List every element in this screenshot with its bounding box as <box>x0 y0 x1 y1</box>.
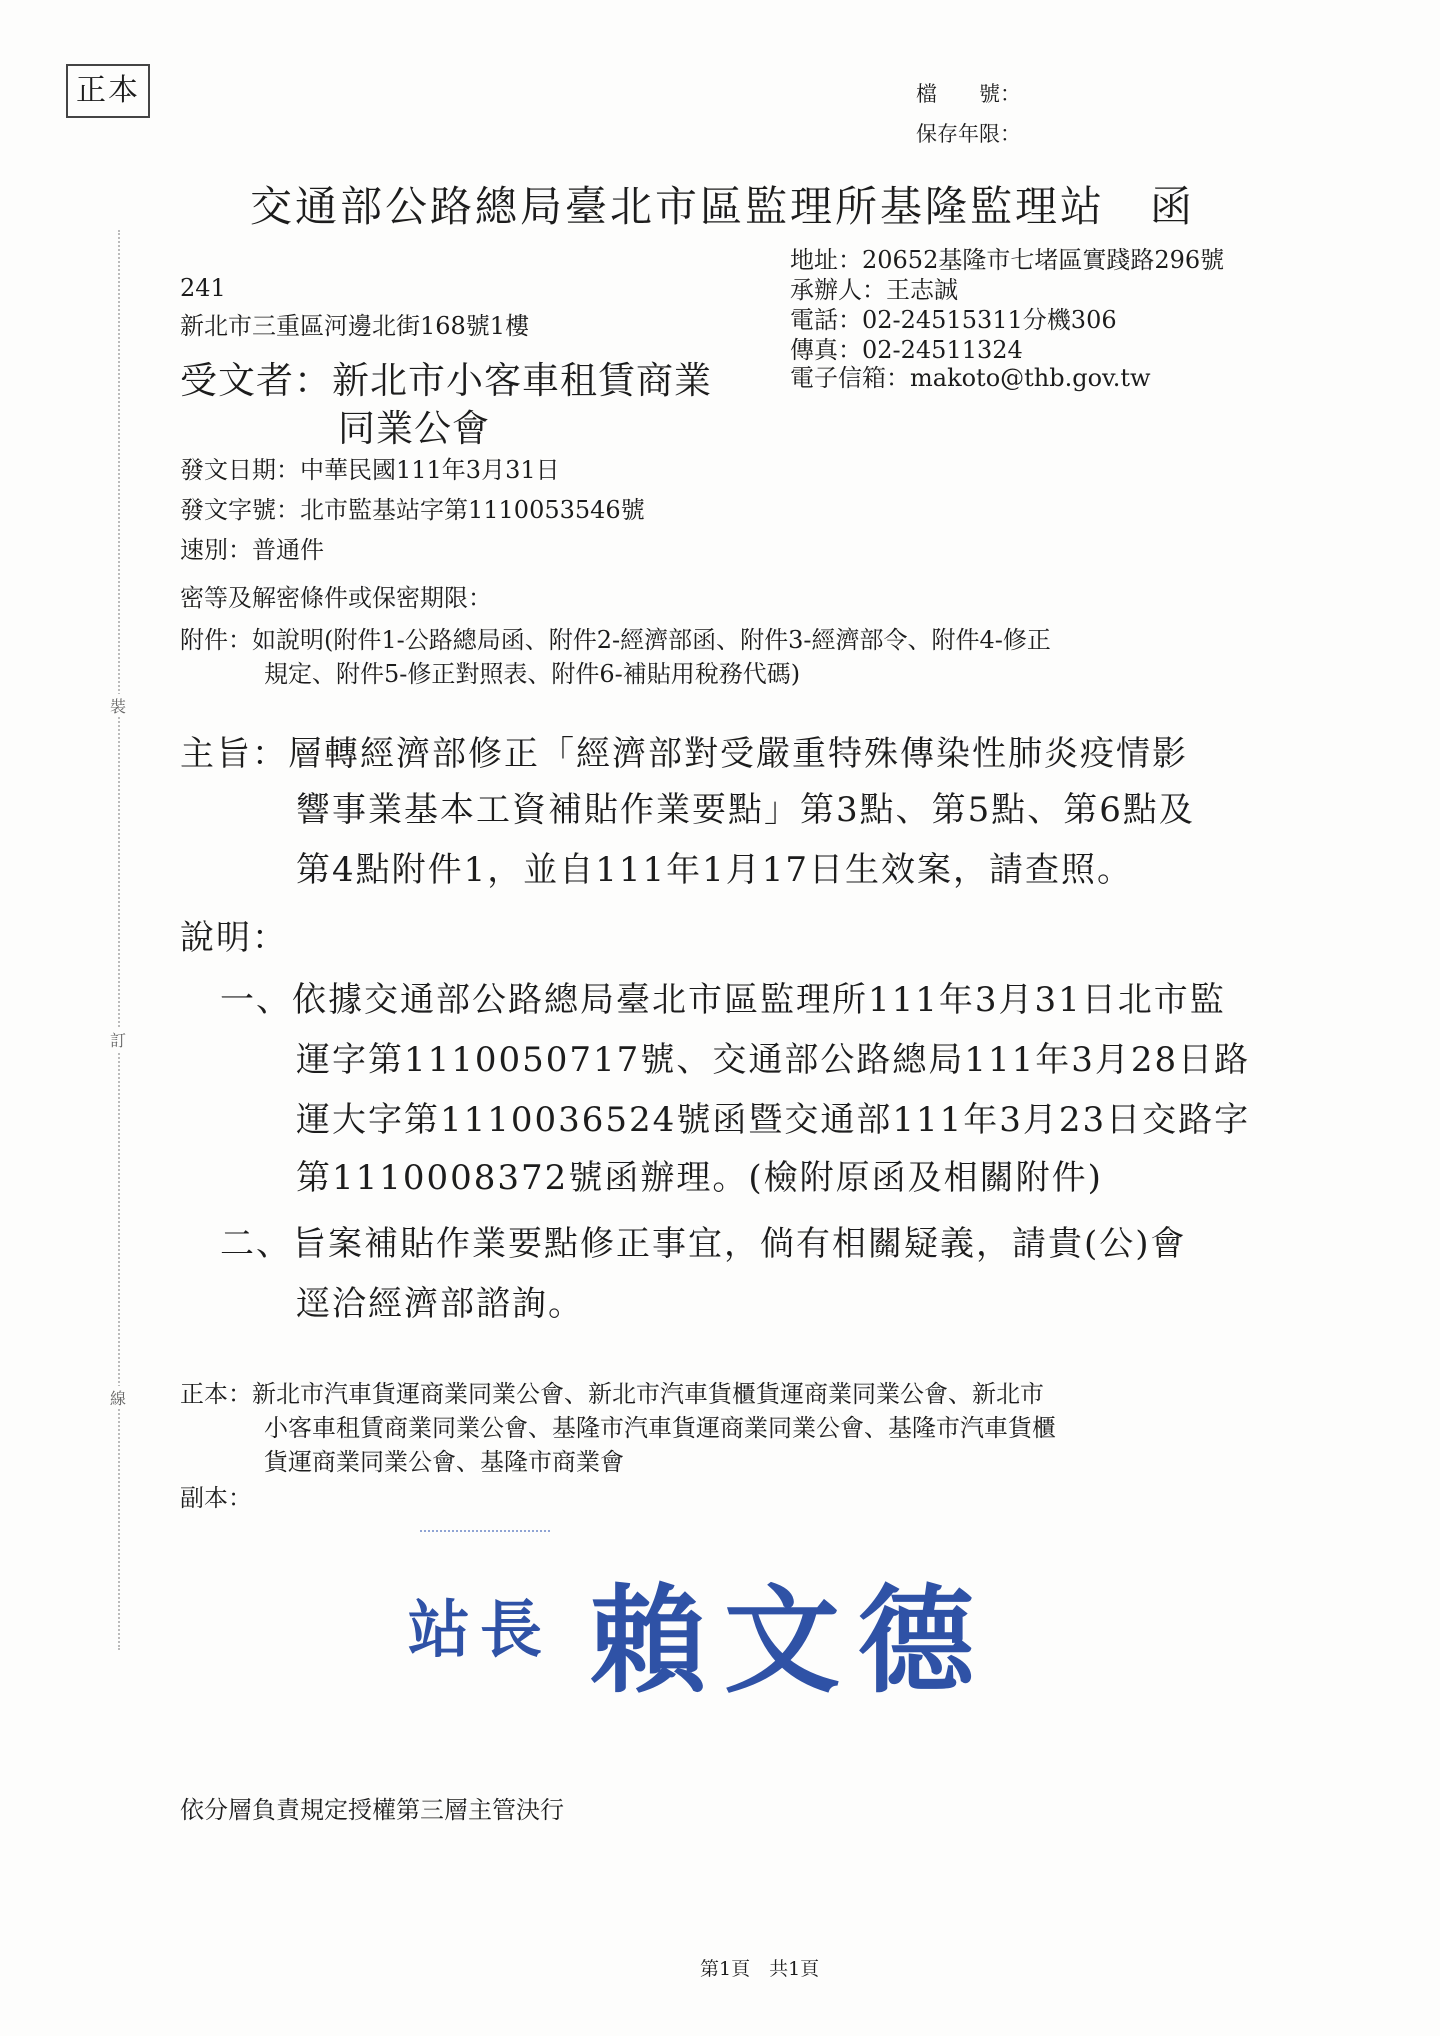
duplicate-recipients: 副本： <box>180 1484 252 1512</box>
binding-line <box>118 230 120 1650</box>
recipient-postal-code: 241 <box>180 274 226 302</box>
explanation-item1-line4: 第1110008372號函辦理。(檢附原函及相關附件) <box>296 1158 1103 1198</box>
document-title: 交通部公路總局臺北市區監理所基隆監理站 函 <box>250 182 1196 231</box>
explanation-item1-line1: 一、依據交通部公路總局臺北市區監理所111年3月31日北市監 <box>220 980 1226 1020</box>
attachments-line1: 附件：如說明(附件1-公路總局函、附件2-經濟部函、附件3-經濟部令、附件4-修正 <box>180 626 1051 654</box>
explanation-item2-line2: 逕洽經濟部諮詢。 <box>296 1284 584 1324</box>
issue-date: 發文日期：中華民國111年3月31日 <box>180 456 560 484</box>
document-number: 發文字號：北市監基站字第1110053546號 <box>180 496 645 524</box>
original-recipients-line3: 貨運商業同業公會、基隆市商業會 <box>264 1448 624 1476</box>
secrecy-conditions: 密等及解密條件或保密期限： <box>180 584 492 612</box>
signature-name: 賴文德 <box>590 1573 992 1709</box>
recipient-name-line1: 受文者：新北市小客車租賃商業 <box>180 359 712 402</box>
file-number-label: 檔 號： <box>916 82 1021 106</box>
authorization-note: 依分層負責規定授權第三層主管決行 <box>180 1796 564 1824</box>
binding-mark-zhuang: 裝 <box>110 694 126 717</box>
page-number: 第1頁 共1頁 <box>700 1958 820 1980</box>
delivery-speed: 速別：普通件 <box>180 536 324 564</box>
explanation-item2-line1: 二、旨案補貼作業要點修正事宜，倘有相關疑義，請貴(公)會 <box>220 1224 1187 1264</box>
explanation-item1-line3: 運大字第1110036524號函暨交通部111年3月23日交路字 <box>296 1100 1251 1140</box>
binding-mark-ding: 訂 <box>110 1028 126 1051</box>
recipient-name-line2: 同業公會 <box>338 407 490 450</box>
subject-line3: 第4點附件1，並自111年1月17日生效案，請查照。 <box>296 850 1134 890</box>
retention-period-label: 保存年限： <box>916 122 1021 146</box>
attachments-line2: 規定、附件5-修正對照表、附件6-補貼用稅務代碼) <box>264 660 801 688</box>
subject-line2: 響事業基本工資補貼作業要點」第3點、第5點、第6點及 <box>296 790 1195 830</box>
sender-handler: 承辦人：王志誠 <box>790 276 958 304</box>
original-copy-stamp: 正本 <box>66 64 150 118</box>
sender-email: 電子信箱：makoto@thb.gov.tw <box>790 364 1151 392</box>
sender-fax: 傳真：02-24511324 <box>790 336 1023 364</box>
sender-phone: 電話：02-24515311分機306 <box>790 306 1117 334</box>
recipient-address: 新北市三重區河邊北街168號1樓 <box>180 312 530 340</box>
original-recipients-line2: 小客車租賃商業同業公會、基隆市汽車貨運商業同業公會、基隆市汽車貨櫃 <box>264 1414 1056 1442</box>
explanation-heading: 說明： <box>180 918 288 958</box>
explanation-item1-line2: 運字第1110050717號、交通部公路總局111年3月28日路 <box>296 1040 1251 1080</box>
sender-address: 地址：20652基隆市七堵區實踐路296號 <box>790 246 1225 274</box>
signature-dotted-mark <box>420 1530 550 1532</box>
binding-mark-xian: 線 <box>110 1386 126 1409</box>
subject-line1: 主旨：層轉經濟部修正「經濟部對受嚴重特殊傳染性肺炎疫情影 <box>180 734 1188 774</box>
signature-title: 站長 <box>408 1593 553 1666</box>
original-recipients-line1: 正本：新北市汽車貨運商業同業公會、新北市汽車貨櫃貨運商業同業公會、新北市 <box>180 1380 1044 1408</box>
